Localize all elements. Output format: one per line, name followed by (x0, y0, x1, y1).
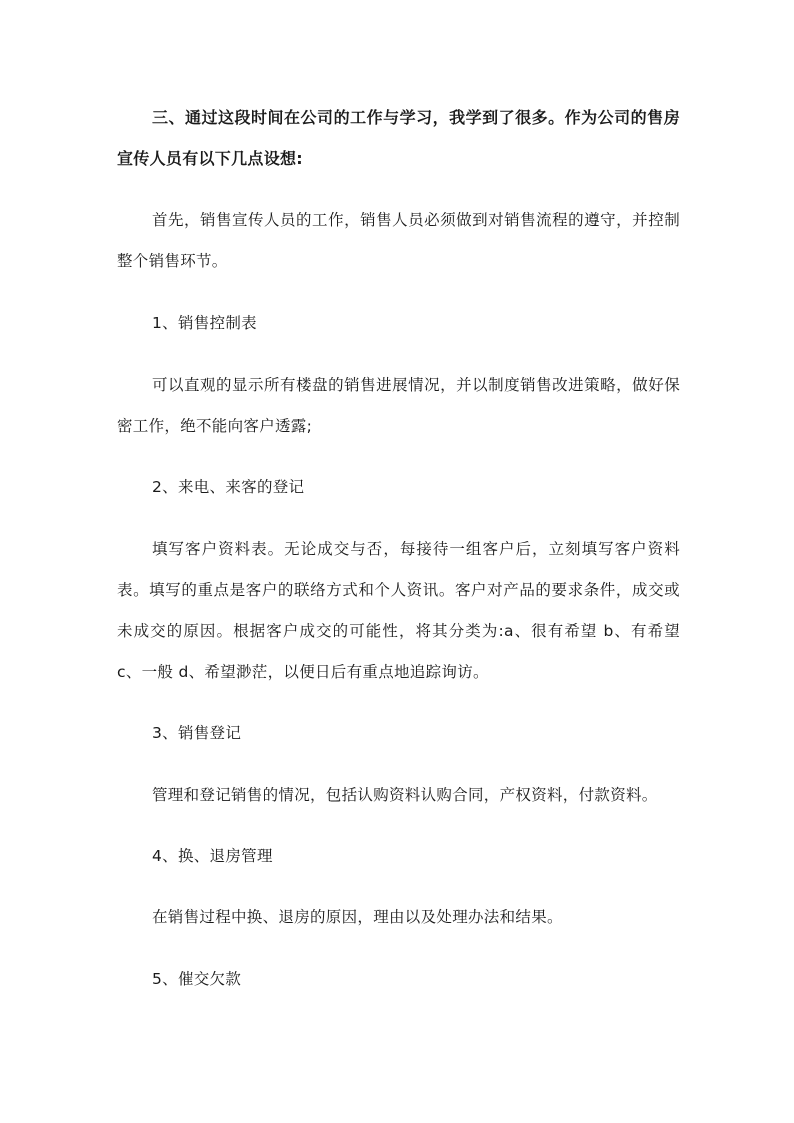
item-5-title: 5、催交欠款 (152, 970, 242, 988)
section-heading: 三、通过这段时间在公司的工作与学习，我学到了很多。作为公司的售房宣传人员有以下几点设想: (117, 108, 680, 168)
item-4-title: 4、换、退房管理 (152, 847, 273, 865)
item-2-body: 填写客户资料表。无论成交与否，每接待一组客户后，立刻填写客户资料表。填写的重点是客户的联络方式和个人资讯。客户对产品的要求条件，成交或未成交的原因。根据客户成交的可能性，将其分类为:a、很有希望 b、有希望 c、一般 d、希望渺茫，以便日后有重点地追踪询访。 (117, 540, 680, 681)
item-1-title: 1、销售控制表 (152, 314, 257, 332)
intro-paragraph: 首先，销售宣传人员的工作，销售人员必须做到对销售流程的遵守，并控制整个销售环节。 (117, 211, 680, 270)
item-4-body: 在销售过程中换、退房的原因，理由以及处理办法和结果。 (152, 908, 563, 926)
item-2-title: 2、来电、来客的登记 (152, 478, 305, 496)
item-3-title: 3、销售登记 (152, 724, 242, 742)
item-1-body: 可以直观的显示所有楼盘的销售进展情况，并以制度销售改进策略，做好保密工作，绝不能向客户透露; (117, 376, 680, 435)
item-3-body: 管理和登记销售的情况，包括认购资料认购合同，产权资料，付款资料。 (152, 786, 658, 804)
